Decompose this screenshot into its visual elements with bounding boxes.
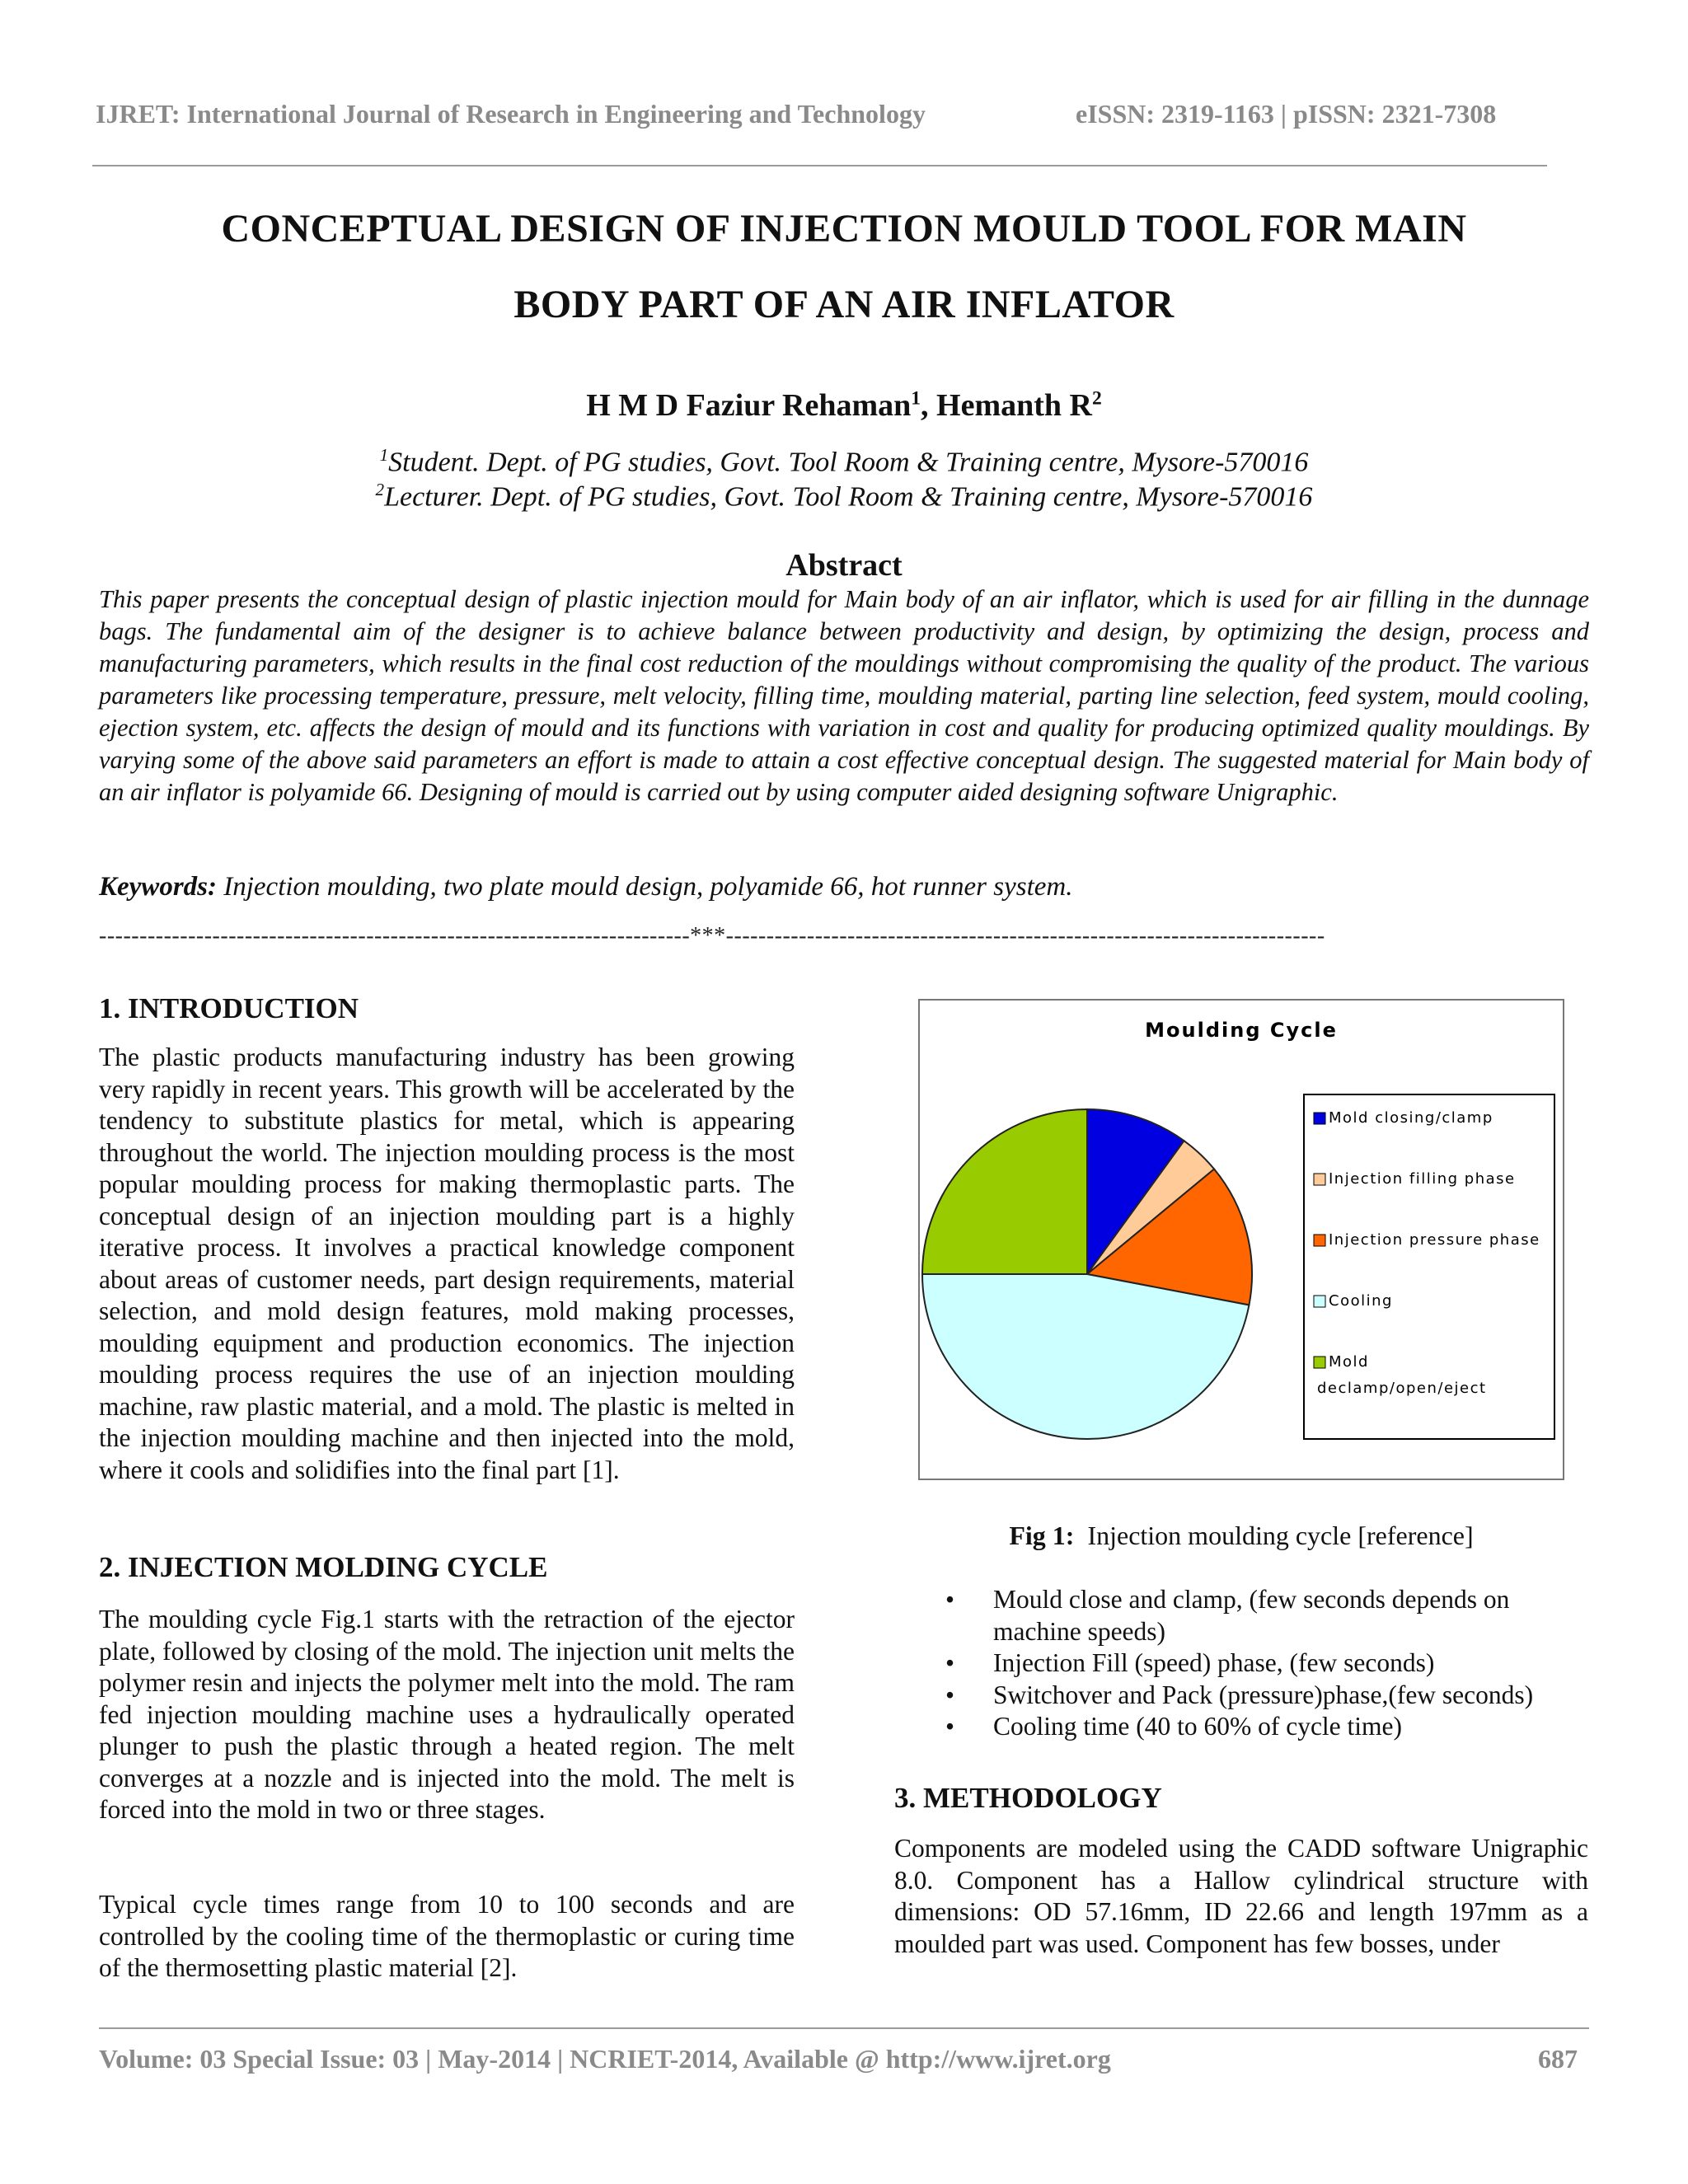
pie-slice	[922, 1274, 1249, 1439]
legend-swatch	[1314, 1235, 1325, 1246]
figure-caption-label: Fig 1:	[1009, 1521, 1075, 1550]
cycle-text-1: The moulding cycle Fig.1 starts with the retraction of the ejector plate, followed by closing of the mold. The injection unit melts the polymer resin and injects the polymer melt into the mold. The ram fed injection moulding machine uses a hydraulically operated plunger to push the plastic through a heated region. The melt converges at a nozzle and is injected into the mold. The melt is forced into the mold in two or three stages.	[99, 1605, 795, 1824]
affiliation-1	[0, 445, 1688, 478]
legend-label: declamp/open/eject	[1317, 1380, 1487, 1397]
bullet-glyph: •	[945, 1680, 955, 1709]
list-item-text: Cooling time (40 to 60% of cycle time)	[993, 1712, 1403, 1741]
list-item-text: Switchover and Pack (pressure)phase,(few seconds)	[993, 1680, 1534, 1709]
methodology-heading: 3. METHODOLOGY	[894, 1782, 1162, 1814]
affiliation-2-text: Lecturer. Dept. of PG studies, Govt. Tool Room & Training centre, Mysore-570016	[384, 481, 1313, 513]
affiliation-2-mark: 2	[375, 480, 385, 499]
section-separator: -------------------------------------------------------------------------***--------------------------------------------------------------------------	[99, 923, 1325, 949]
author-1-affil-mark: 1	[911, 387, 921, 410]
journal-issn: eISSN: 2319-1163 | pISSN: 2321-7308	[1076, 99, 1497, 129]
header-rule	[92, 165, 1547, 166]
intro-heading: 1. INTRODUCTION	[99, 992, 359, 1024]
affiliation-1-mark: 1	[379, 445, 389, 465]
abstract-text: This paper presents the conceptual design of plastic injection mould for Main body of an air inflator, which is used for air filling in the dunnage bags. The fundamental aim of the designer is to achieve balance between productivity and design, by optimizing the design, process and manufacturing parameters, which results in the final cost reduction of the mouldings without compromising the quality of the product. The various parameters like processing temperature, pressure, melt velocity, filling time, moulding material, parting line selection, feed system, mould cooling, ejection system, etc. affects the design of mould and its functions with variation in cost and quality for producing optimized quality mouldings. By varying some of the above said parameters an effort is made to attain a cost effective conceptual design. The suggested material for Main body of an air inflator is polyamide 66. Designing of mould is carried out by using computer aided designing software Unigraphic.	[99, 585, 1589, 806]
pie-slice	[922, 1109, 1087, 1274]
bullet-glyph: •	[945, 1585, 955, 1614]
list-item	[894, 1584, 1588, 1647]
cycle-steps-list	[894, 1584, 1588, 1743]
figure-caption	[894, 1521, 1588, 1551]
legend-swatch	[1314, 1174, 1325, 1185]
legend-label: Mold	[1329, 1353, 1369, 1371]
list-item	[894, 1647, 1588, 1680]
footer-rule	[99, 2027, 1589, 2029]
legend-label: Cooling	[1329, 1292, 1393, 1310]
cycle-text-2: Typical cycle times range from 10 to 100 seconds and are controlled by the cooling time of the thermoplastic or curing time of the thermosetting plastic material [2].	[99, 1890, 795, 1982]
journal-name: IJRET: International Journal of Research in Engineering and Technology	[96, 99, 926, 129]
paper-title-line2: BODY PART OF AN AIR INFLATOR	[513, 283, 1175, 326]
legend-label: Injection filling phase	[1329, 1170, 1516, 1188]
keywords-text: Injection moulding, two plate mould design, polyamide 66, hot runner system.	[217, 872, 1073, 902]
author-1: H M D Faziur Rehaman	[586, 388, 912, 423]
legend-swatch	[1314, 1113, 1325, 1124]
authors	[0, 387, 1688, 424]
legend-swatch	[1314, 1296, 1325, 1307]
list-item	[894, 1680, 1588, 1712]
figure-caption-text: Injection moulding cycle [reference]	[1074, 1521, 1474, 1550]
author-separator: ,	[921, 388, 937, 423]
bullet-glyph: •	[945, 1712, 955, 1741]
page-number: 687	[1538, 2044, 1578, 2074]
methodology-text: Components are modeled using the CADD software Unigraphic 8.0. Component has a Hallow cylindrical structure with dimensions: OD 57.16mm, ID 22.66 and length 197mm as a moulded part was used. Component has few bosses, under	[894, 1834, 1588, 1958]
author-2-affil-mark: 2	[1092, 387, 1102, 410]
footer-citation: Volume: 03 Special Issue: 03 | May-2014 | NCRIET-2014, Available @ http://www.ijret.org	[99, 2044, 1111, 2074]
abstract-heading: Abstract	[785, 548, 903, 583]
moulding-cycle-figure	[918, 999, 1564, 1480]
moulding-cycle-pie-chart	[920, 1001, 1563, 1479]
legend-swatch	[1314, 1357, 1325, 1368]
list-item-text: Mould close and clamp, (few seconds depends on machine speeds)	[993, 1585, 1510, 1646]
author-2: Hemanth R	[936, 388, 1092, 423]
list-item-text: Injection Fill (speed) phase, (few seconds)	[993, 1648, 1435, 1677]
legend-label: Mold closing/clamp	[1329, 1109, 1493, 1127]
keywords-label: Keywords:	[99, 872, 217, 902]
affiliation-2	[0, 480, 1688, 513]
legend-label: Injection pressure phase	[1329, 1231, 1540, 1249]
list-item	[894, 1711, 1588, 1743]
cycle-heading: 2. INJECTION MOLDING CYCLE	[99, 1551, 548, 1583]
paper-title-line1: CONCEPTUAL DESIGN OF INJECTION MOULD TOOL FOR MAIN	[221, 207, 1467, 251]
intro-text: The plastic products manufacturing industry has been growing very rapidly in recent years. This growth will be accelerated by the tendency to substitute plastics for metal, which is appearing throughout the world. The injection moulding process is the most popular moulding process for making thermoplastic parts. The conceptual design of an injection moulding part is a highly iterative process. It involves a practical knowledge component about areas of customer needs, part design requirements, material selection, and mold design features, mold making processes, moulding equipment and production economics. The injection moulding process requires the use of an injection moulding machine, raw plastic material, and a mold. The plastic is melted in the injection moulding machine and then injected into the mold, where it cools and solidifies into the final part [1].	[99, 1043, 795, 1484]
bullet-glyph: •	[945, 1648, 955, 1677]
keywords	[99, 872, 1072, 902]
affiliation-1-text: Student. Dept. of PG studies, Govt. Tool Room & Training centre, Mysore-570016	[388, 447, 1309, 478]
chart-title: Moulding Cycle	[1145, 1019, 1338, 1042]
